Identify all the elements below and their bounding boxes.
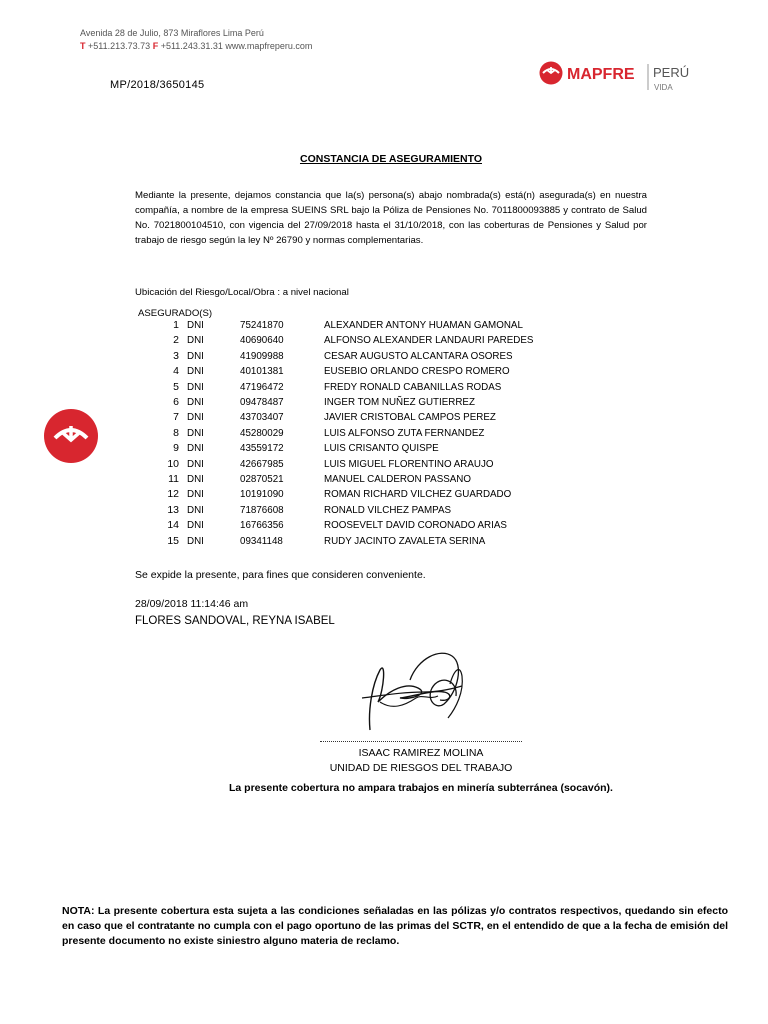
insured-name: MANUEL CALDERON PASSANO bbox=[324, 474, 471, 486]
insured-name: FREDY RONALD CABANILLAS RODAS bbox=[324, 381, 502, 393]
insured-doc-number: 43703407 bbox=[240, 412, 284, 424]
signature-line bbox=[320, 741, 522, 742]
insured-row bbox=[135, 410, 533, 425]
legal-note: NOTA: La presente cobertura esta sujeta a las condiciones señaladas en las pólizas y/o contratos respectivos, quedando sin efecto en caso que el contratante no cumpla con el pago oportuno de las primas del SCTR, en el entendido de que a la fecha de emisión del presente documento no existe siniestro alguno materia de reclamo. bbox=[62, 905, 728, 947]
insured-number: 6 bbox=[173, 396, 179, 409]
insured-doc-number: 09478487 bbox=[240, 397, 284, 409]
insured-number: 11 bbox=[168, 473, 179, 486]
insured-doc-number: 43559172 bbox=[240, 443, 284, 455]
document-reference: MP/2018/3650145 bbox=[110, 79, 205, 91]
address-line: Avenida 28 de Julio, 873 Miraflores Lima Perú bbox=[80, 28, 264, 38]
logo-country-text: PERÚ bbox=[653, 65, 690, 80]
insured-number: 9 bbox=[173, 442, 179, 455]
issued-by: FLORES SANDOVAL, REYNA ISABEL bbox=[135, 615, 335, 627]
insured-row bbox=[135, 318, 533, 333]
insured-doc-type: DNI bbox=[187, 535, 204, 547]
insured-number: 4 bbox=[173, 365, 179, 378]
insured-doc-type: DNI bbox=[187, 520, 204, 532]
insured-doc-type: DNI bbox=[187, 474, 204, 486]
insured-doc-type: DNI bbox=[187, 412, 204, 424]
insured-row bbox=[135, 333, 533, 348]
insured-table bbox=[135, 318, 533, 549]
insured-row bbox=[135, 426, 533, 441]
insured-row bbox=[135, 518, 533, 533]
insured-name: JAVIER CRISTOBAL CAMPOS PEREZ bbox=[324, 412, 496, 424]
contact-line bbox=[80, 40, 312, 53]
insured-doc-type: DNI bbox=[187, 427, 204, 439]
signer-block bbox=[0, 746, 768, 776]
issue-datetime: 28/09/2018 11:14:46 am bbox=[135, 598, 249, 610]
insured-doc-number: 02870521 bbox=[240, 474, 284, 486]
insured-number: 3 bbox=[173, 349, 179, 362]
insured-number: 8 bbox=[173, 426, 179, 439]
insured-row bbox=[135, 472, 533, 487]
logo-brand-text: MAPFRE bbox=[567, 66, 635, 83]
insured-doc-type: DNI bbox=[187, 350, 204, 362]
company-address-block bbox=[80, 27, 312, 53]
insured-name: ALEXANDER ANTONY HUAMAN GAMONAL bbox=[324, 320, 523, 331]
fax-and-website: +511.243.31.31 www.mapfreperu.com bbox=[160, 41, 313, 51]
insured-doc-number: 09341148 bbox=[240, 535, 283, 547]
mapfre-side-icon bbox=[43, 408, 99, 464]
insured-doc-type: DNI bbox=[187, 335, 204, 347]
insured-doc-type: DNI bbox=[187, 381, 204, 393]
insured-name: INGER TOM NUÑEZ GUTIERREZ bbox=[324, 397, 475, 409]
insured-name: ALFONSO ALEXANDER LANDAURI PAREDES bbox=[324, 335, 534, 347]
insured-name: ROOSEVELT DAVID CORONADO ARIAS bbox=[324, 520, 507, 532]
insured-row bbox=[135, 349, 533, 364]
insured-name: CESAR AUGUSTO ALCANTARA OSORES bbox=[324, 350, 513, 362]
mapfre-logo bbox=[538, 60, 698, 96]
insured-name: ROMAN RICHARD VILCHEZ GUARDADO bbox=[324, 489, 512, 501]
insured-doc-number: 16766356 bbox=[240, 520, 284, 532]
insured-name: LUIS CRISANTO QUISPE bbox=[324, 443, 439, 455]
insured-name: LUIS MIGUEL FLORENTINO ARAUJO bbox=[324, 458, 494, 470]
coverage-statement: Mediante la presente, dejamos constancia que la(s) persona(s) abajo nombrada(s) está(n) asegurada(s) en nuestra compañía, a nombre de la empresa SUEINS SRL bajo la Póliza de Pensiones No. 7011800093885 y contrato de Salud No. 7021800104510, con vigencia del 27/09/2018 hasta el 31/10/2018, con las coberturas de Pensiones y Salud por trabajo de riesgo según la ley Nº 26790 y normas complementarias. bbox=[135, 190, 647, 246]
insured-name: LUIS ALFONSO ZUTA FERNANDEZ bbox=[324, 427, 485, 439]
insured-number: 5 bbox=[173, 380, 179, 393]
insured-doc-number: 42667985 bbox=[240, 458, 284, 470]
handwritten-signature bbox=[340, 640, 480, 740]
phone-prefix: T bbox=[80, 41, 86, 51]
insured-row bbox=[135, 457, 533, 472]
insured-number: 12 bbox=[167, 488, 179, 501]
insured-doc-number: 47196472 bbox=[240, 381, 284, 393]
coverage-warning: La presente cobertura no ampara trabajos en minería subterránea (socavón). bbox=[229, 782, 613, 794]
insured-doc-type: DNI bbox=[187, 397, 204, 409]
fax-prefix: F bbox=[152, 41, 159, 51]
insured-row bbox=[135, 534, 533, 549]
insured-row bbox=[135, 487, 533, 502]
insured-doc-number: 10191090 bbox=[240, 489, 284, 501]
insured-row bbox=[135, 441, 533, 456]
signer-name: ISAAC RAMIREZ MOLINA bbox=[358, 747, 484, 759]
document-title: CONSTANCIA DE ASEGURAMIENTO bbox=[299, 153, 482, 165]
insured-row bbox=[135, 395, 533, 410]
insured-number: 1 bbox=[173, 319, 179, 331]
insured-header: ASEGURADO(S) bbox=[138, 308, 213, 319]
insured-number: 13 bbox=[167, 503, 179, 516]
insured-name: RUDY JACINTO ZAVALETA SERINA bbox=[324, 535, 486, 547]
insured-doc-number: 71876608 bbox=[240, 504, 284, 516]
insured-doc-type: DNI bbox=[187, 489, 204, 501]
insured-doc-type: DNI bbox=[187, 458, 204, 470]
insured-doc-type: DNI bbox=[187, 504, 204, 516]
insured-number: 10 bbox=[167, 457, 179, 470]
phone-number: +511.213.73.73 bbox=[88, 41, 151, 51]
insured-doc-number: 75241870 bbox=[240, 320, 284, 331]
mapfre-emblem-icon bbox=[540, 62, 563, 85]
logo-line-text: VIDA bbox=[654, 83, 673, 92]
insured-number: 15 bbox=[167, 534, 179, 547]
insured-doc-type: DNI bbox=[187, 320, 204, 331]
insured-number: 14 bbox=[167, 519, 179, 532]
insured-name: EUSEBIO ORLANDO CRESPO ROMERO bbox=[324, 366, 510, 378]
insured-doc-type: DNI bbox=[187, 366, 204, 378]
insured-doc-number: 45280029 bbox=[240, 427, 284, 439]
insured-number: 2 bbox=[173, 334, 179, 347]
insured-name: RONALD VILCHEZ PAMPAS bbox=[324, 504, 452, 516]
insured-doc-number: 40690640 bbox=[240, 335, 284, 347]
insured-row bbox=[135, 364, 533, 379]
closing-statement: Se expide la presente, para fines que consideren conveniente. bbox=[135, 569, 426, 581]
insured-doc-type: DNI bbox=[187, 443, 204, 455]
risk-location: Ubicación del Riesgo/Local/Obra : a nivel nacional bbox=[135, 287, 349, 298]
insured-doc-number: 40101381 bbox=[240, 366, 284, 378]
insured-row bbox=[135, 503, 533, 518]
insured-number: 7 bbox=[173, 411, 179, 424]
insured-row bbox=[135, 380, 533, 395]
insured-doc-number: 41909988 bbox=[240, 350, 284, 362]
signer-unit: UNIDAD DE RIESGOS DEL TRABAJO bbox=[329, 762, 513, 774]
